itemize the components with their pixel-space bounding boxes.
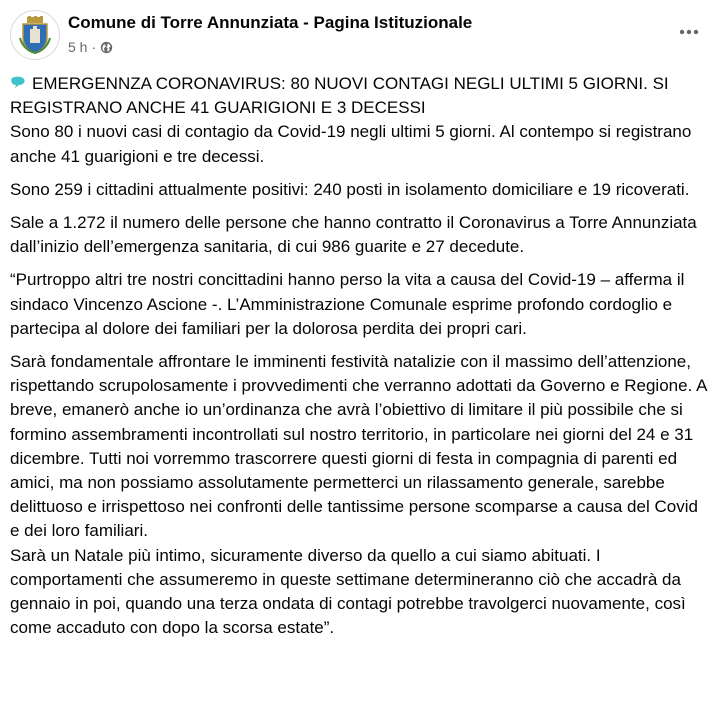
- post-title-paragraph: [10, 72, 710, 120]
- post-timestamp[interactable]: 5 h: [68, 39, 88, 55]
- paragraph-5: Sarà fondamentale affrontare le imminenti festività natalizie con il massimo dell’attenzione, rispettando scrupolosamente i provvedimenti che verranno adottati da Governo e Regione. A breve, emanerò anche io un’ordinanza che avrà l’obiettivo di limitare il più possibile che si formino assembramenti incontrollati sul nostro territorio, in particolare nei giorni del 24 e 31 dicembre. Tutti noi vorremmo trascorrere questi giorni di festa in compagnia di parenti ed amici, ma non possiamo assolutamente permetterci un rilassamento generale, sarebbe delittuoso e irrispettoso nei confronti delle tantissime persone scomparse a causa del Covid e dei loro familiari.: [10, 352, 707, 541]
- more-dots-glyph: [679, 29, 699, 35]
- post-meta: [68, 39, 113, 55]
- post-header: [10, 10, 713, 66]
- page-name-link[interactable]: Comune di Torre Annunziata - Pagina Istituzionale: [68, 13, 473, 32]
- paragraph-6: Sarà un Natale più intimo, sicuramente diverso da quello a cui siamo abituati. I comportamenti che assumeremo in queste settimane determineranno ciò che accadrà da gennaio in poi, quando una terza ondata di contagi potrebbe travolgerci nuovamente, così come accaduto con dopo la scorsa estate”.: [10, 545, 686, 638]
- page-avatar[interactable]: [10, 10, 60, 60]
- meta-separator: ·: [91, 39, 97, 55]
- post-title: EMERGENNZA CORONAVIRUS: 80 NUOVI CONTAGI NEGLI ULTIMI 5 GIORNI. SI REGISTRANO ANCHE 41 GUARIGIONI E 3 DECESSI: [10, 74, 669, 118]
- coat-of-arms-icon: [18, 16, 52, 54]
- paragraph-3: Sale a 1.272 il numero delle persone che hanno contratto il Coronavirus a Torre Annunziata dall’inizio dell’emergenza sanitaria, di cui 986 guarite e 27 decedute.: [10, 213, 697, 257]
- globe-icon[interactable]: [100, 41, 113, 54]
- more-options-icon[interactable]: [675, 22, 703, 42]
- paragraph-2: Sono 259 i cittadini attualmente positivi: 240 posti in isolamento domiciliare e 19 ricoverati.: [10, 179, 690, 199]
- post-body: [10, 72, 710, 640]
- speech-bubble-icon: [10, 76, 26, 90]
- paragraph-1: Sono 80 i nuovi casi di contagio da Covid-19 negli ultimi 5 giorni. Al contempo si registrano anche 41 guarigioni e tre decessi.: [10, 122, 692, 166]
- paragraph-4: “Purtroppo altri tre nostri concittadini hanno perso la vita a causa del Covid-19 – afferma il sindaco Vincenzo Ascione -. L’Amministrazione Comunale esprime profondo cordoglio e partecipa al dolore dei familiari per la dolorosa perdita dei propri cari.: [10, 270, 685, 338]
